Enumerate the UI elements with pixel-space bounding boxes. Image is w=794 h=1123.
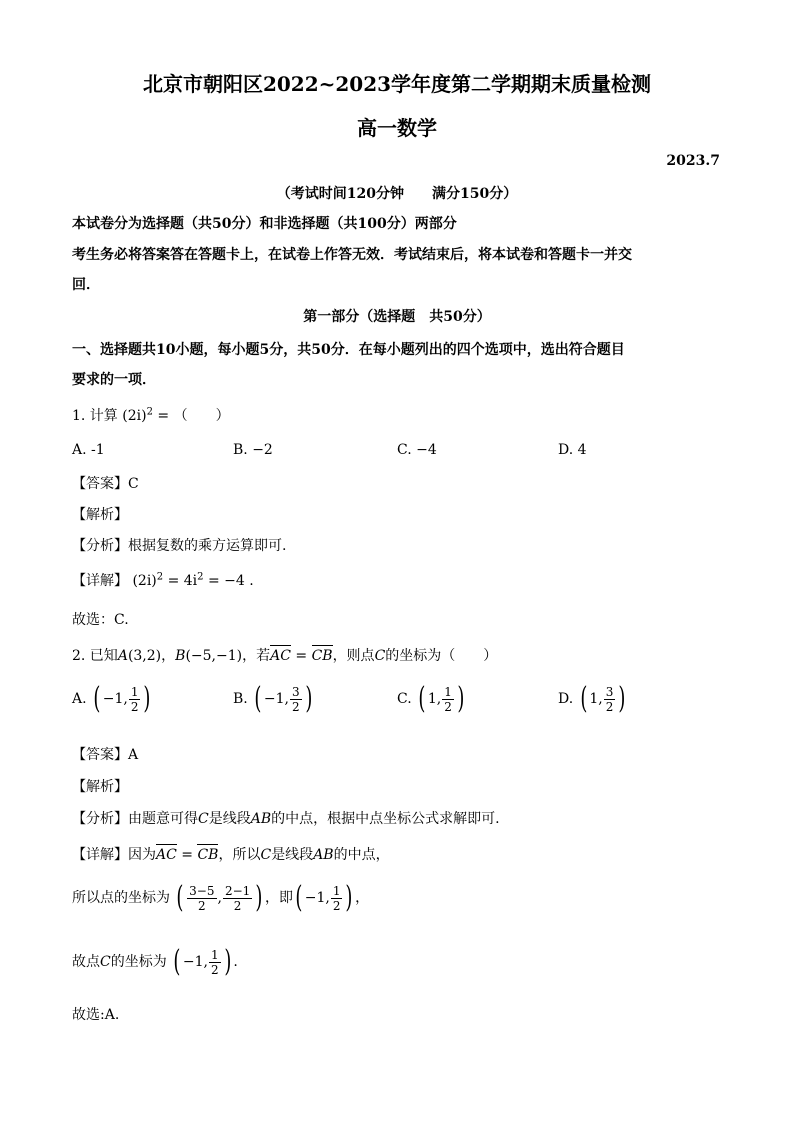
part1-instruction: 一、选择题共10小题，每小题5分，共50分．在每小题列出的四个选项中，选出符合题目 (72, 342, 625, 358)
part1-heading: 第一部分（选择题 共50分） (303, 309, 491, 325)
q1-stem: 1. 计算 $(2i)^2$ = （ ） (72, 406, 230, 424)
exam-note-1: 本试卷分为选择题（共50分）和非选择题（共100分）两部分 (72, 216, 457, 232)
exam-date: 2023.7 (666, 153, 720, 169)
q1-fenxi: 【分析】根据复数的乘方运算即可. (72, 538, 287, 554)
q1-option-d: D. 4 (558, 442, 587, 458)
q2-option-b: B. ( −1, $\frac{3}{2}$ ) (233, 681, 313, 716)
exam-info: （考试时间120分钟 满分150分） (276, 186, 518, 202)
vector-cb: CB (311, 648, 333, 664)
q2-fenxi: 【分析】由题意可得C是线段AB的中点，根据中点坐标公式求解即可. (72, 811, 500, 827)
q2-answer: 【答案】A (72, 747, 139, 763)
q1-option-a: A. -1 (72, 442, 105, 458)
q1-conclusion: 故选：C. (72, 612, 129, 628)
q2-detail-line2: 所以点的坐标为 ( $\frac{3-5}{2}$ , $\frac{2-1}{2}$ ) ，即( −1, $\frac{1}{2}$ ) ， (72, 880, 370, 915)
vector-ac: AC (270, 648, 291, 664)
q1-option-c: C. −4 (397, 442, 437, 458)
vector-ac: AC (156, 847, 177, 863)
q2-detail-line3: 故点C的坐标为 ( −1, $\frac{1}{2}$ ) . (72, 944, 238, 979)
q2-option-d: D. ( 1, $\frac{3}{2}$ ) (558, 681, 626, 716)
q1-detail: 【详解】 $(2i)^2 = 4i^2 = -4$ . (72, 571, 254, 589)
q1-analysis-label: 【解析】 (72, 507, 128, 523)
q2-option-a: A. ( −1, $\frac{1}{2}$ ) (72, 681, 151, 716)
exam-note-2-cont: 回． (72, 277, 100, 293)
q1-option-b: B. −2 (233, 442, 273, 458)
vector-cb: CB (197, 847, 219, 863)
q1-answer: 【答案】C (72, 476, 139, 492)
part1-instruction-cont: 要求的一项． (72, 372, 156, 388)
exam-subtitle: 高一数学 (357, 116, 437, 140)
q2-analysis-label: 【解析】 (72, 779, 128, 795)
q2-option-c: C. ( 1, $\frac{1}{2}$ ) (397, 681, 465, 716)
q2-detail: 【详解】因为AC = CB，所以C是线段AB的中点， (72, 847, 390, 863)
q2-conclusion: 故选:A. (72, 1007, 120, 1023)
exam-title: 北京市朝阳区2022~2023学年度第二学期期末质量检测 (142, 72, 652, 96)
q2-stem: 2. 已知A(3,2)，B(−5,−1)，若AC = CB，则点C的坐标为（ ） (72, 648, 498, 664)
exam-note-2: 考生务必将答案答在答题卡上，在试卷上作答无效．考试结束后，将本试卷和答题卡一并交 (72, 247, 632, 263)
